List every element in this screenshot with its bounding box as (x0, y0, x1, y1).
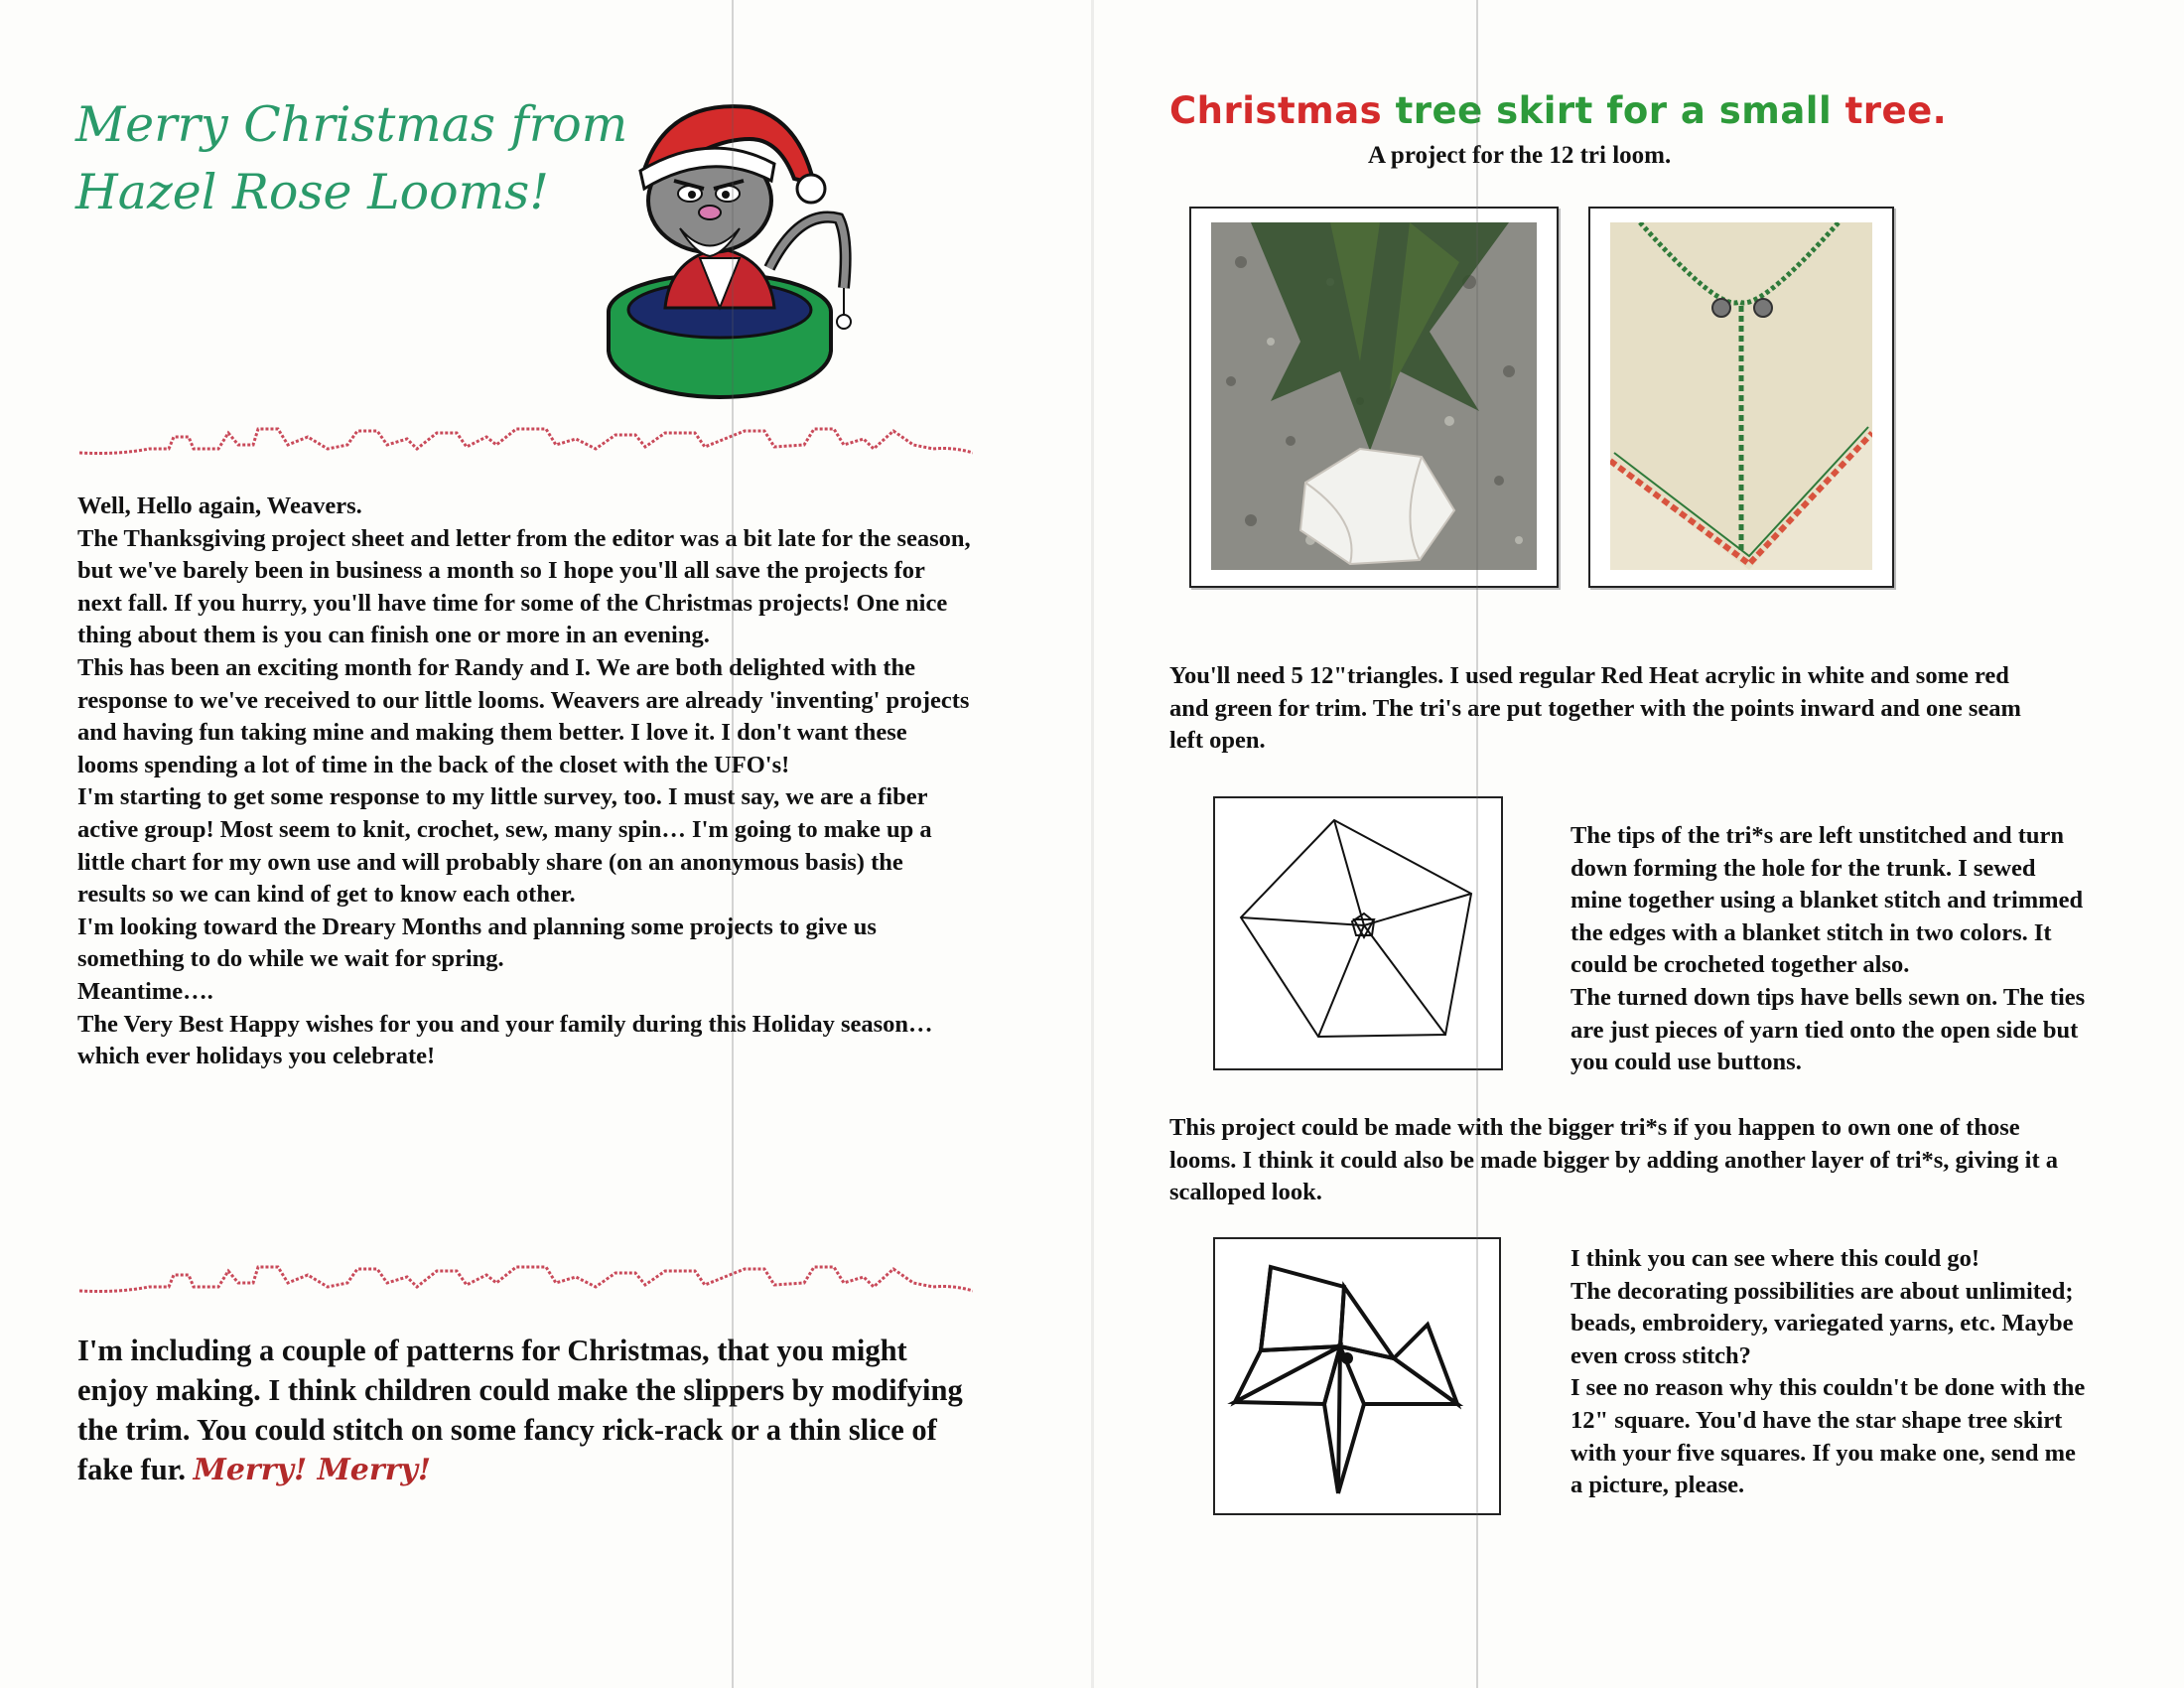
star-shape-diagram (1213, 1237, 1501, 1515)
title-word: small (1718, 89, 1833, 132)
fold-line (1091, 0, 1094, 1688)
tree-skirt-photo (1189, 207, 1559, 588)
possibilities-text: I see no reason why this couldn't be done with the 12" square. You'd have the star shape tree skirt with your five squares. If you make one, send me a picture, please. (1570, 1374, 2086, 1499)
letter-paragraph: Well, Hello again, Weavers. (77, 492, 362, 519)
letter-paragraph: I'm looking toward the Dreary Months and planning some projects to give us something to do while we wait for spring. (77, 913, 877, 973)
tips-text: The turned down tips have bells sewn on. The ties are just pieces of yarn tied onto the open side but you could use buttons. (1570, 983, 2086, 1076)
closing-text: I'm including a couple of patterns for Christmas, that you might enjoy making. I think children could make the slippers by modifying the trim. You could stitch on some fancy rick-rack or a thin slice of fake fur. (77, 1334, 963, 1486)
title-word: Christmas (1169, 89, 1383, 132)
title-word: tree. (1844, 89, 1948, 132)
title-word: skirt (1496, 89, 1593, 132)
letter-paragraph: This has been an exciting month for Randy and I. We are both delighted with the response to we've received to our little looms. Weavers are already 'inventing' projects and having fun taking mine and making them better. I love it. I don't want these looms spending a lot of time in the back of the closet with the UFO's! (77, 653, 970, 778)
greeting-heading (75, 91, 627, 226)
possibilities-paragraph (1570, 1243, 2087, 1502)
greeting-line-2: Hazel Rose Looms! (75, 164, 549, 220)
project-title (1169, 89, 1947, 132)
title-word: a (1680, 89, 1706, 132)
letter-paragraph: Meantime…. (77, 977, 213, 1005)
santa-cat-illustration (601, 89, 879, 407)
letter-body (77, 491, 971, 1073)
tips-text: The tips of the tri*s are left unstitched and turn down forming the hole for the trunk. I sewed mine together using a blanket stitch and trimmed the edges with a blanket stitch in two colors. It could be crocheted together also. (1570, 822, 2084, 979)
fold-line (1476, 0, 1478, 1688)
materials-paragraph: You'll need 5 12"triangles. I used regular Red Heat acrylic in white and some red and green for trim. The tri's are put together with the points inward and one seam left open. (1169, 662, 2021, 755)
pentagon-tri-diagram (1213, 796, 1503, 1070)
project-subtitle: A project for the 12 tri loom. (1368, 142, 1672, 169)
letter-paragraph: The Thanksgiving project sheet and letter from the editor was a bit late for the season, but we've barely been in business a month so I hope you'll all save the projects for next fall. If you hurry, you'll have time for some of the Christmas projects! One nice thing about them is you can finish one or more in an evening. (77, 524, 971, 649)
title-word: for (1606, 89, 1668, 132)
possibilities-text: I think you can see where this could go! (1570, 1245, 1980, 1272)
merry-signoff: Merry! Merry! (193, 1453, 432, 1487)
tips-paragraph (1570, 820, 2087, 1079)
decorative-border-bottom (79, 1253, 973, 1303)
closing-paragraph (77, 1331, 971, 1490)
letter-paragraph: I'm starting to get some response to my little survey, too. I must say, we are a fiber active group! Most seem to knit, crochet, sew, many spin… I'm going to make up a little chart for my own use and will probably share (on an anonymous basis) the results so we can kind of get to know each other. (77, 783, 932, 909)
possibilities-text: The decorating possibilities are about unlimited; beads, embroidery, variegated yarns, etc. Maybe even cross stitch? (1570, 1277, 2074, 1369)
bigger-version-paragraph: This project could be made with the bigger tri*s if you happen to own one of those looms. I think it could also be made bigger by adding another layer of tri*s, giving it a scalloped look. (1169, 1114, 2059, 1206)
greeting-line-1: Merry Christmas from (75, 96, 628, 153)
decorative-border-top (79, 415, 973, 465)
tree-skirt-closeup-photo (1588, 207, 1894, 588)
fold-line (732, 0, 734, 1688)
title-word: tree (1395, 89, 1483, 132)
letter-paragraph: The Very Best Happy wishes for you and your family during this Holiday season… which ever holidays you celebrate! (77, 1010, 933, 1070)
